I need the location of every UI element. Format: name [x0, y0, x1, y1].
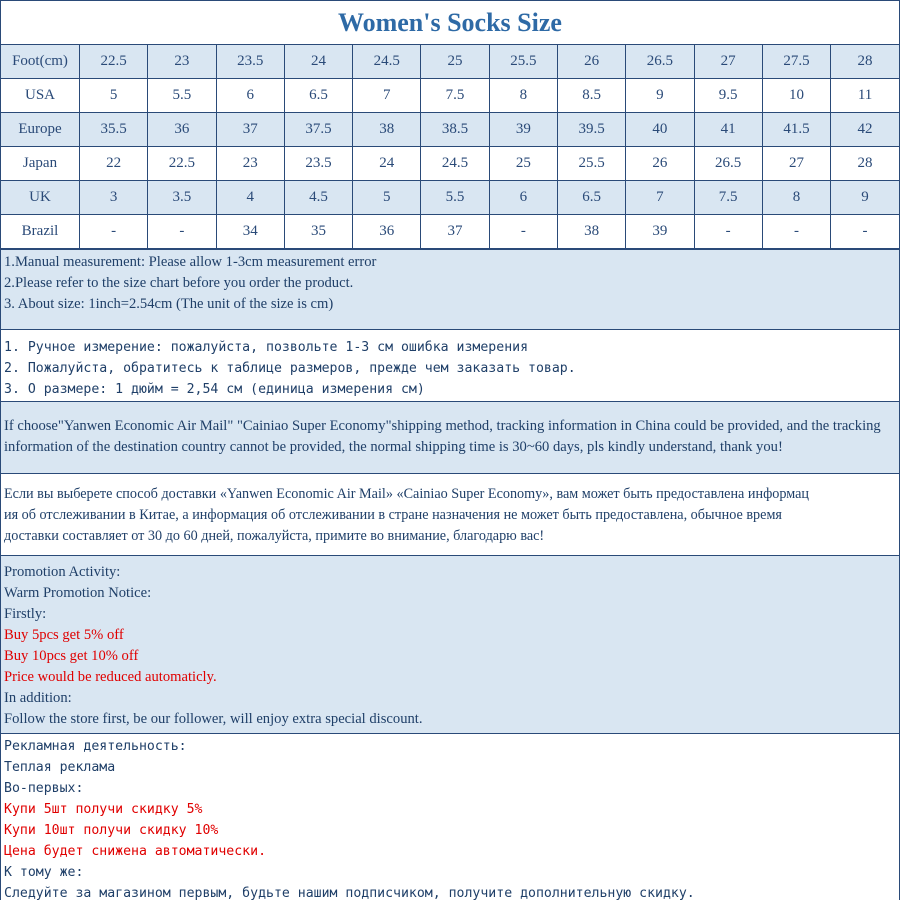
promo-en-line: Promotion Activity:: [4, 564, 121, 580]
table-row: [1, 79, 899, 113]
promo-ru-line: Рекламная деятельность:: [4, 739, 187, 754]
note-ru-line: 2. Пожалуйста, обратитесь к таблице размеров, прежде чем заказать товар.: [4, 361, 576, 376]
size-table: [1, 45, 899, 249]
shipping-en-section: [1, 401, 899, 473]
table-cell: 23: [148, 45, 216, 79]
shipping-ru-section: [1, 473, 899, 555]
table-cell: 5: [353, 181, 421, 215]
table-cell: -: [489, 215, 557, 249]
table-cell: 4: [216, 181, 284, 215]
table-cell: 24.5: [353, 45, 421, 79]
table-cell: 37.5: [284, 113, 352, 147]
table-cell: 42: [831, 113, 899, 147]
note-ru-line: 3. О размере: 1 дюйм = 2,54 см (единица измерения см): [4, 382, 425, 397]
table-cell: 38: [557, 215, 625, 249]
table-cell: 26.5: [626, 45, 694, 79]
table-cell: 27: [762, 147, 830, 181]
table-cell: 40: [626, 113, 694, 147]
promo-en-line: Warm Promotion Notice:: [4, 585, 152, 601]
table-cell: 37: [216, 113, 284, 147]
promo-en-line: Buy 10pcs get 10% off: [4, 648, 139, 664]
table-cell: 38.5: [421, 113, 489, 147]
table-cell: 27.5: [762, 45, 830, 79]
table-cell: 4.5: [284, 181, 352, 215]
table-cell: 37: [421, 215, 489, 249]
table-cell: 39: [626, 215, 694, 249]
table-cell: 6.5: [557, 181, 625, 215]
promo-ru-line: Следуйте за магазином первым, будьте нашим подписчиком, получите дополнительную скидку.: [4, 886, 695, 901]
table-cell: 8.5: [557, 79, 625, 113]
table-row: [1, 113, 899, 147]
table-cell: 24.5: [421, 147, 489, 181]
table-cell: 23: [216, 147, 284, 181]
promo-ru-line: Купи 5шт получи скидку 5%: [4, 802, 203, 817]
table-cell: 7: [353, 79, 421, 113]
table-cell: -: [80, 215, 148, 249]
table-cell: 36: [148, 113, 216, 147]
table-cell: 6: [216, 79, 284, 113]
row-label: Foot(cm): [1, 45, 80, 79]
table-cell: 9: [831, 181, 899, 215]
table-cell: 9: [626, 79, 694, 113]
note-en-line: 1.Manual measurement: Please allow 1-3cm measurement error: [4, 254, 377, 270]
shipping-ru-line: Если вы выберете способ доставки «Yanwen Economic Air Mail» «Cainiao Super Economy», вам может быть предоставлена информац: [4, 486, 810, 502]
table-cell: 34: [216, 215, 284, 249]
table-cell: 3.5: [148, 181, 216, 215]
promo-ru-line: Теплая реклама: [4, 760, 116, 775]
table-cell: 27: [694, 45, 762, 79]
table-cell: 35.5: [80, 113, 148, 147]
promo-en-line: Follow the store first, be our follower, will enjoy extra special discount.: [4, 711, 423, 727]
table-cell: 5.5: [421, 181, 489, 215]
table-cell: 8: [489, 79, 557, 113]
promo-en-line: Buy 5pcs get 5% off: [4, 627, 124, 643]
note-en-line: 2.Please refer to the size chart before you order the product.: [4, 275, 354, 291]
table-cell: 25: [421, 45, 489, 79]
row-label: UK: [1, 181, 80, 215]
table-cell: -: [148, 215, 216, 249]
promo-ru-section: [1, 733, 899, 905]
table-cell: 41: [694, 113, 762, 147]
shipping-ru-line: ия об отслеживании в Китае, а информация об отслеживании в стране назначения не может быть предоставлена, обычное время: [4, 507, 782, 523]
table-cell: 38: [353, 113, 421, 147]
notes-ru-section: [1, 329, 899, 401]
table-cell: 39: [489, 113, 557, 147]
table-cell: 9.5: [694, 79, 762, 113]
notes-en-section: [1, 249, 899, 329]
table-cell: 26: [626, 147, 694, 181]
table-cell: 6: [489, 181, 557, 215]
table-cell: 22.5: [80, 45, 148, 79]
table-cell: 5.5: [148, 79, 216, 113]
table-cell: 5: [80, 79, 148, 113]
table-cell: 11: [831, 79, 899, 113]
table-cell: 41.5: [762, 113, 830, 147]
table-cell: 8: [762, 181, 830, 215]
table-cell: 39.5: [557, 113, 625, 147]
table-cell: 25.5: [489, 45, 557, 79]
table-row: [1, 181, 899, 215]
page-title: Women's Socks Size: [1, 1, 899, 45]
table-row: [1, 215, 899, 249]
table-cell: 28: [831, 147, 899, 181]
promo-en-line: In addition:: [4, 690, 72, 706]
table-cell: 7: [626, 181, 694, 215]
table-cell: 35: [284, 215, 352, 249]
table-cell: 23.5: [216, 45, 284, 79]
row-label: Brazil: [1, 215, 80, 249]
table-cell: -: [831, 215, 899, 249]
promo-ru-line: Цена будет снижена автоматически.: [4, 844, 267, 859]
table-cell: 26: [557, 45, 625, 79]
table-cell: 24: [353, 147, 421, 181]
table-cell: 26.5: [694, 147, 762, 181]
table-cell: 7.5: [421, 79, 489, 113]
shipping-ru-line: доставки составляет от 30 до 60 дней, пожалуйста, примите во внимание, благодарю вас!: [4, 528, 545, 544]
note-en-line: 3. About size: 1inch=2.54cm (The unit of the size is cm): [4, 296, 334, 312]
promo-ru-line: Купи 10шт получи скидку 10%: [4, 823, 219, 838]
table-cell: 6.5: [284, 79, 352, 113]
table-cell: 23.5: [284, 147, 352, 181]
table-cell: -: [762, 215, 830, 249]
note-ru-line: 1. Ручное измерение: пожалуйста, позвольте 1-3 см ошибка измерения: [4, 340, 529, 355]
table-cell: 36: [353, 215, 421, 249]
table-cell: -: [694, 215, 762, 249]
table-cell: 28: [831, 45, 899, 79]
row-label: USA: [1, 79, 80, 113]
table-cell: 25.5: [557, 147, 625, 181]
promo-en-line: Price would be reduced automaticly.: [4, 669, 217, 685]
table-cell: 7.5: [694, 181, 762, 215]
table-row: [1, 45, 899, 79]
table-cell: 3: [80, 181, 148, 215]
table-cell: 24: [284, 45, 352, 79]
row-label: Japan: [1, 147, 80, 181]
promo-ru-line: К тому же:: [4, 865, 84, 880]
promo-en-section: [1, 555, 899, 733]
row-label: Europe: [1, 113, 80, 147]
table-cell: 22.5: [148, 147, 216, 181]
promo-ru-line: Во-первых:: [4, 781, 84, 796]
shipping-en-text: If choose"Yanwen Economic Air Mail" "Cainiao Super Economy"shipping method, tracking information in China could be provided, and the tracking information of the destination country cannot be provided, the normal shipping time is 30~60 days, pls kindly understand, thank you!: [4, 418, 881, 455]
table-cell: 25: [489, 147, 557, 181]
promo-en-line: Firstly:: [4, 606, 47, 622]
table-row: [1, 147, 899, 181]
table-cell: 22: [80, 147, 148, 181]
table-cell: 10: [762, 79, 830, 113]
